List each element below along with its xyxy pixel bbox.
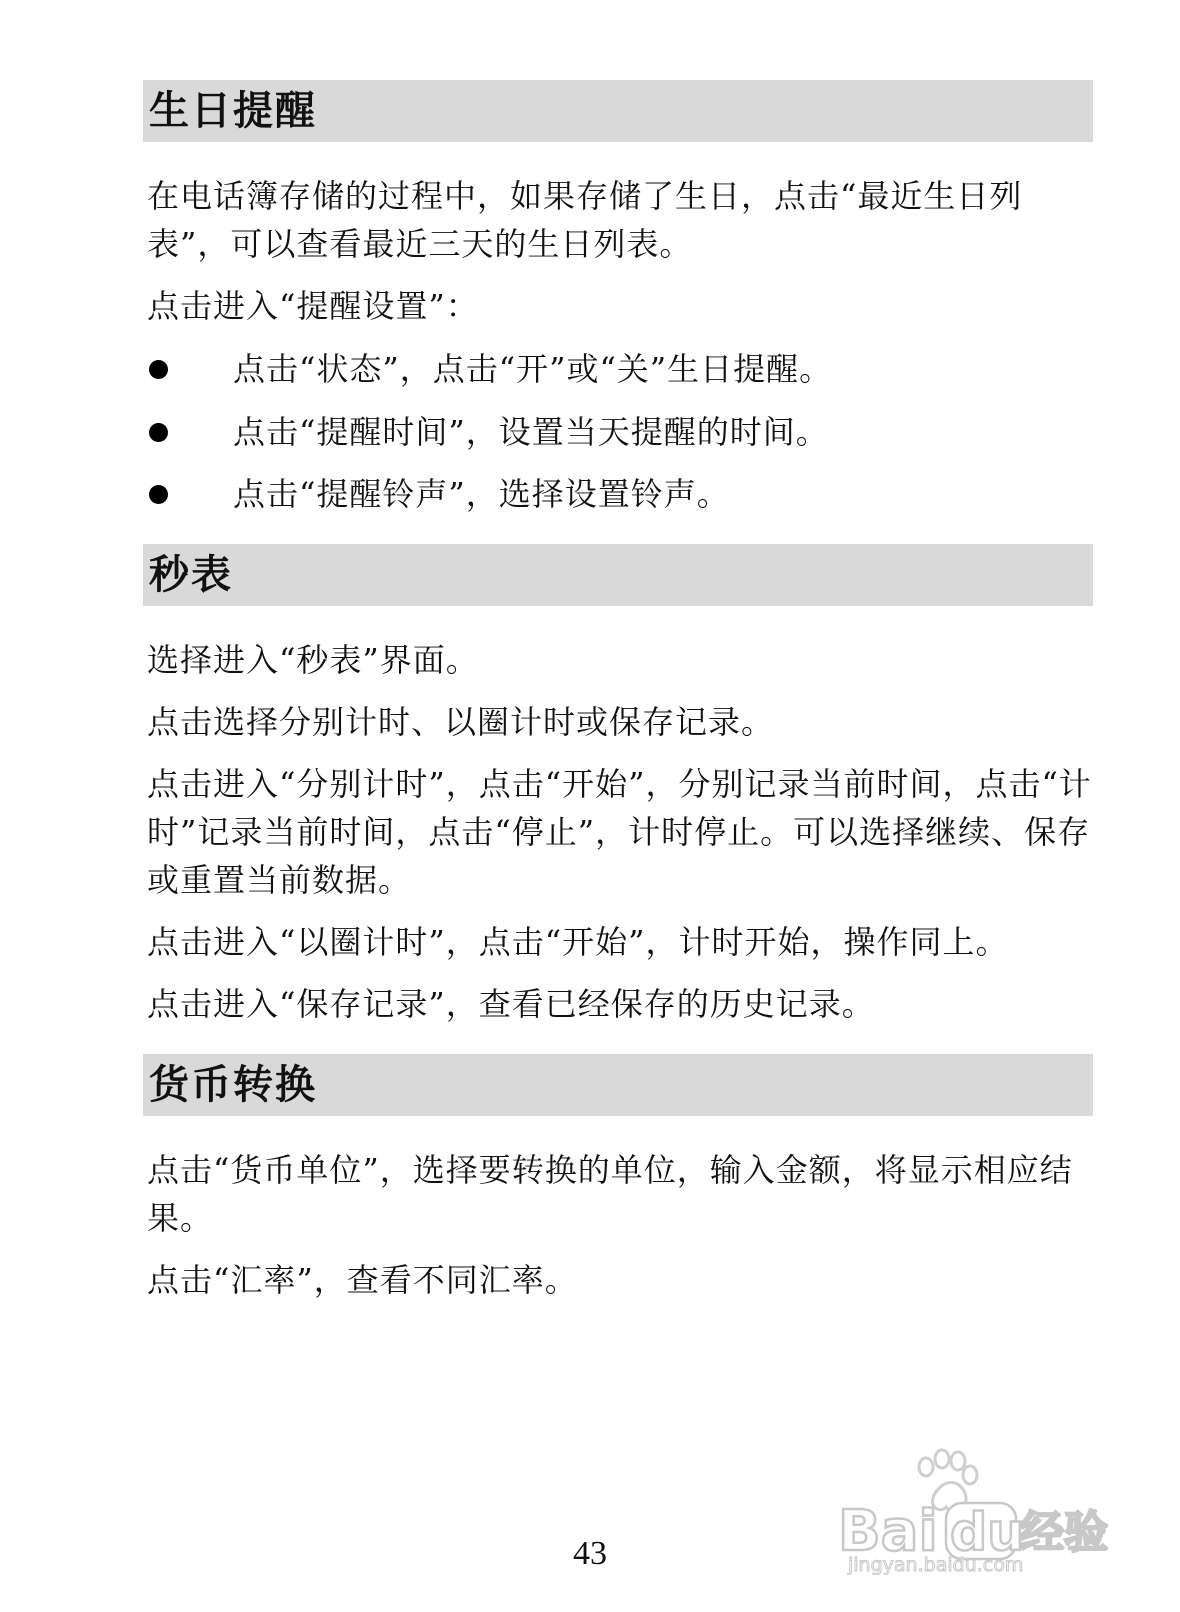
section-title-birthday-reminder: 生日提醒 xyxy=(143,80,1093,142)
saved-records-paragraph: 点击进入“保存记录”，查看已经保存的历史记录。 xyxy=(147,985,875,1023)
bullet-text: 点击“提醒铃声”，选择设置铃声。 xyxy=(233,475,730,513)
bullet-text: 点击“提醒时间”，设置当天提醒的时间。 xyxy=(233,413,829,451)
lap-timing-paragraph: 点击进入“以圈计时”，点击“开始”，计时开始，操作同上。 xyxy=(147,923,1009,961)
section-title-currency-conversion: 货币转换 xyxy=(143,1054,1093,1116)
section-title-stopwatch: 秒表 xyxy=(143,544,1093,606)
split-timing-paragraph: 点击进入“分别计时”，点击“开始”，分别记录当前时间，点击“计时”记录当前时间，点击“停止”，计时停止。可以选择继续、保存或重置当前数据。 xyxy=(147,765,1092,899)
stopwatch-enter-paragraph: 选择进入“秒表”界面。 xyxy=(147,641,479,679)
bullet-icon xyxy=(149,423,168,442)
svg-text:经验: 经验 xyxy=(1020,1507,1108,1558)
page-number: 43 xyxy=(573,1535,607,1572)
svg-text:Bai: Bai xyxy=(838,1499,938,1564)
baidu-paw-logo-icon xyxy=(838,1445,1138,1575)
reminder-settings-paragraph: 点击进入“提醒设置”： xyxy=(147,287,479,325)
baidu-jingyan-watermark xyxy=(838,1445,1138,1575)
currency-unit-paragraph: 点击“货币单位”，选择要转换的单位，输入金额，将显示相应结果。 xyxy=(147,1151,1073,1237)
svg-text:du: du xyxy=(950,1503,1025,1563)
exchange-rate-paragraph: 点击“汇率”，查看不同汇率。 xyxy=(147,1261,578,1299)
stopwatch-options-paragraph: 点击选择分别计时、以圈计时或保存记录。 xyxy=(147,703,775,741)
bullet-icon xyxy=(149,360,168,379)
bullet-text: 点击“状态”，点击“开”或“关”生日提醒。 xyxy=(233,350,833,388)
svg-text:jingyan.baidu.com: jingyan.baidu.com xyxy=(848,1554,1024,1575)
birthday-intro-paragraph: 在电话簿存储的过程中，如果存储了生日，点击“最近生日列表”，可以查看最近三天的生日列表。 xyxy=(147,177,1023,263)
bullet-icon xyxy=(149,485,168,504)
